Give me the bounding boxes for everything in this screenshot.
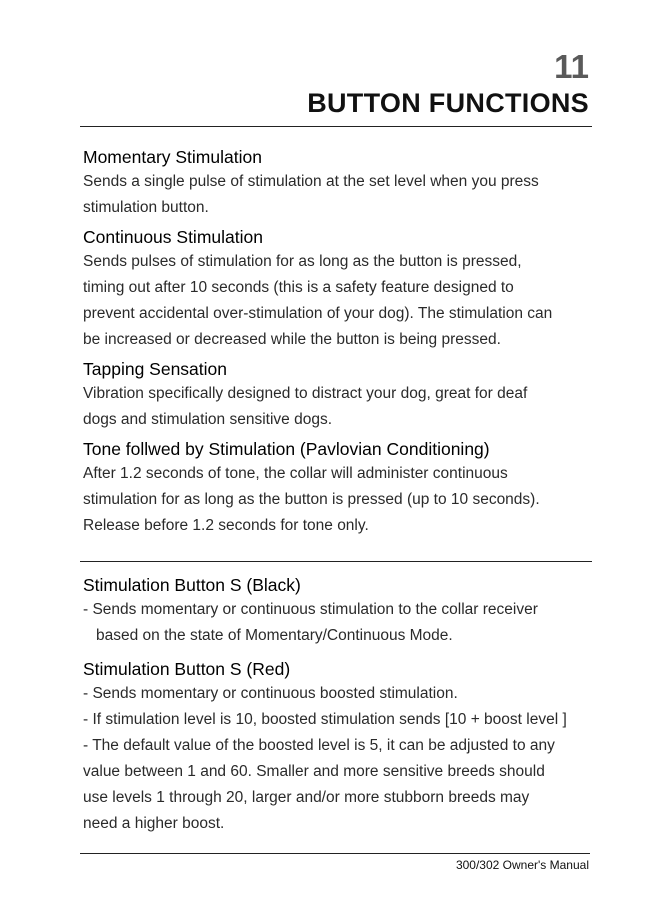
- section-stimulation-button-black: [83, 573, 603, 649]
- section-line: Sends a single pulse of stimulation at the set level when you press: [83, 173, 539, 190]
- page-title: BUTTON FUNCTIONS: [307, 88, 589, 118]
- section-line: value between 1 and 60. Smaller and more sensitive breeds should: [83, 763, 545, 780]
- section-line: be increased or decreased while the button is being pressed.: [83, 331, 501, 348]
- section-line: stimulation button.: [83, 199, 209, 216]
- section-momentary-stimulation: [83, 145, 603, 221]
- section-heading: Stimulation Button S (Red): [83, 659, 291, 679]
- section-line: prevent accidental over-stimulation of your dog). The stimulation can: [83, 305, 553, 322]
- section-line: based on the state of Momentary/Continuous Mode.: [96, 627, 453, 644]
- section-line: - The default value of the boosted level is 5, it can be adjusted to any: [83, 737, 555, 754]
- button-descriptions: [83, 573, 603, 837]
- section-tone-followed-by-stimulation: [83, 437, 603, 539]
- section-line: - Sends momentary or continuous stimulation to the collar receiver: [83, 601, 538, 618]
- top-divider: [80, 126, 592, 127]
- section-line: Release before 1.2 seconds for tone only.: [83, 517, 369, 534]
- section-line: Vibration specifically designed to distract your dog, great for deaf: [83, 385, 528, 402]
- section-line: need a higher boost.: [83, 815, 225, 832]
- middle-divider: [80, 561, 592, 562]
- section-line: dogs and stimulation sensitive dogs.: [83, 411, 333, 428]
- section-heading: Tapping Sensation: [83, 359, 227, 379]
- mode-descriptions: [83, 145, 603, 539]
- section-tapping-sensation: [83, 357, 603, 433]
- section-line: - If stimulation level is 10, boosted stimulation sends [10 + boost level ]: [83, 711, 567, 728]
- section-stimulation-button-red: [83, 657, 603, 837]
- section-line: timing out after 10 seconds (this is a safety feature designed to: [83, 279, 514, 296]
- footer-manual-title: 300/302 Owner's Manual: [455, 858, 589, 872]
- section-line: stimulation for as long as the button is pressed (up to 10 seconds).: [83, 491, 540, 508]
- section-continuous-stimulation: [83, 225, 603, 353]
- bottom-divider: [80, 853, 590, 854]
- section-line: Sends pulses of stimulation for as long as the button is pressed,: [83, 253, 522, 270]
- section-heading: Momentary Stimulation: [83, 147, 262, 167]
- section-heading: Continuous Stimulation: [83, 227, 263, 247]
- section-heading: Stimulation Button S (Black): [83, 575, 301, 595]
- page-number: 11: [554, 48, 589, 85]
- section-heading: Tone follwed by Stimulation (Pavlovian Conditioning): [83, 439, 490, 459]
- section-line: use levels 1 through 20, larger and/or more stubborn breeds may: [83, 789, 530, 806]
- section-line: - Sends momentary or continuous boosted stimulation.: [83, 685, 458, 702]
- section-line: After 1.2 seconds of tone, the collar will administer continuous: [83, 465, 508, 482]
